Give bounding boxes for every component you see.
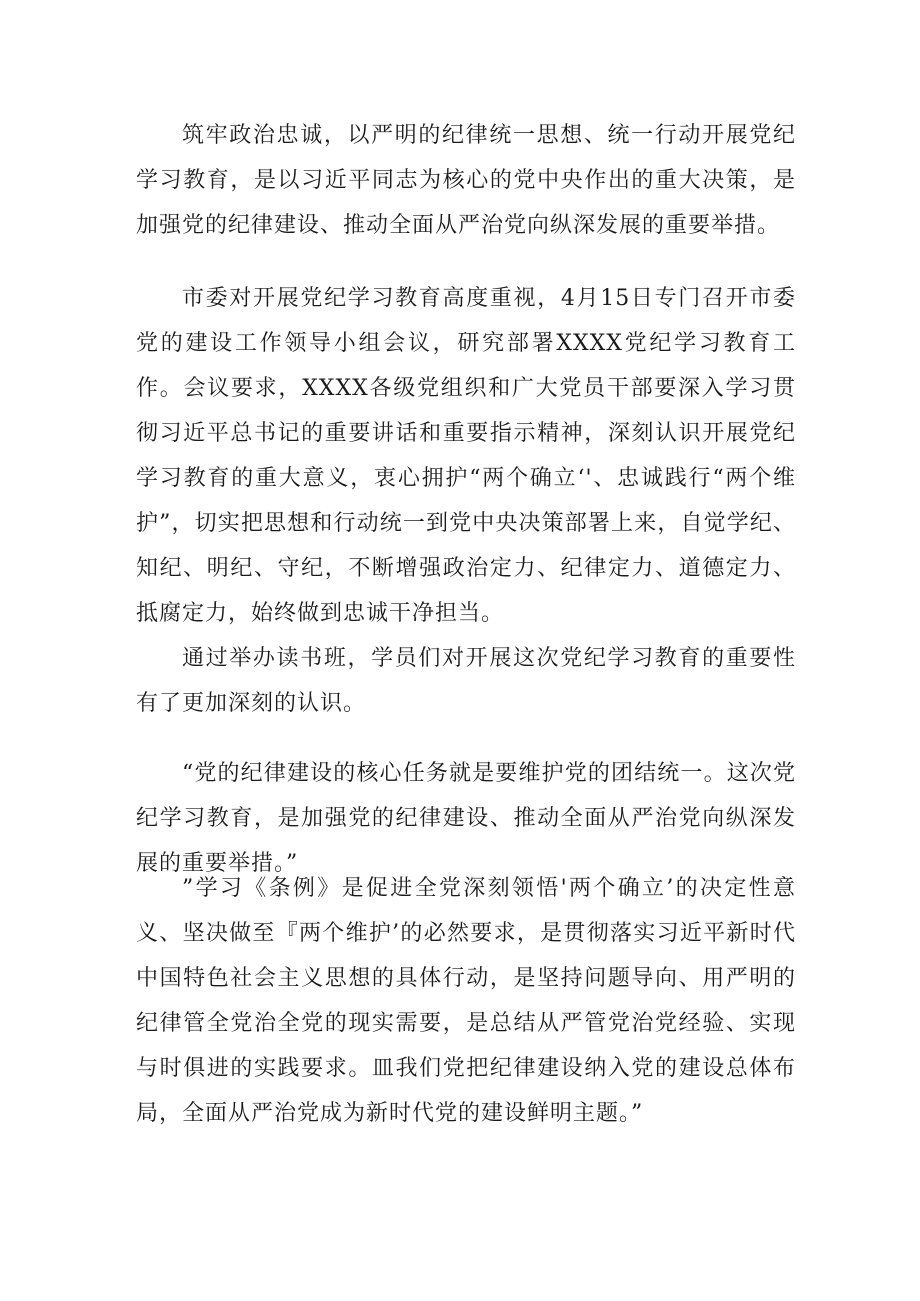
- paragraph-4: “党的纪律建设的核心任务就是要维护党的团结统一。这次党纪学习教育，是加强党的纪律建设、推动全面从严治党向纵深发展的重要举措。”: [136, 761, 796, 876]
- paragraph-3: 通过举办读书班，学员们对开展这次党纪学习教育的重要性有了更加深刻的认识。: [136, 646, 796, 716]
- paragraph-5: ”学习《条例》是促进全党深刻领悟'两个确立’的决定性意义、坚决做至『两个维护’的必然要求，是贯彻落实习近平新时代中国特色社会主义思想的具体行动，是坚持问题导向、用严明的纪律管全党治全党的现实需要，是总结从严管党治党经验、实现与时俱进的实践要求。皿我们党把纪律建设纳入党的建设总体布局，全面从严治党成为新时代党的建设鲜明主题。”: [136, 876, 796, 1126]
- paragraph-2: 市委对开展党纪学习教育高度重视，4月15日专门召开市委党的建设工作领导小组会议，研究部署XXXX党纪学习教育工作。会议要求，XXXX各级党组织和广大党员干部要深入学习贯彻习近平总书记的重要讲话和重要指示精神，深刻认识开展党纪学习教育的重大意义，衷心拥护“两个确立‘'、忠诚践行“两个维护”，切实把思想和行动统一到党中央决策部署上来，自觉学纪、知纪、明纪、守纪，不断增强政治定力、纪律定力、道德定力、抵腐定力，始终做到忠诚干净担当。: [136, 286, 796, 626]
- paragraph-1: 筑牢政治忠诚，以严明的纪律统一思想、统一行动开展党纪学习教育，是以习近平同志为核心的党中央作出的重大决策，是加强党的纪律建设、推动全面从严治党向纵深发展的重要举措。: [136, 123, 796, 238]
